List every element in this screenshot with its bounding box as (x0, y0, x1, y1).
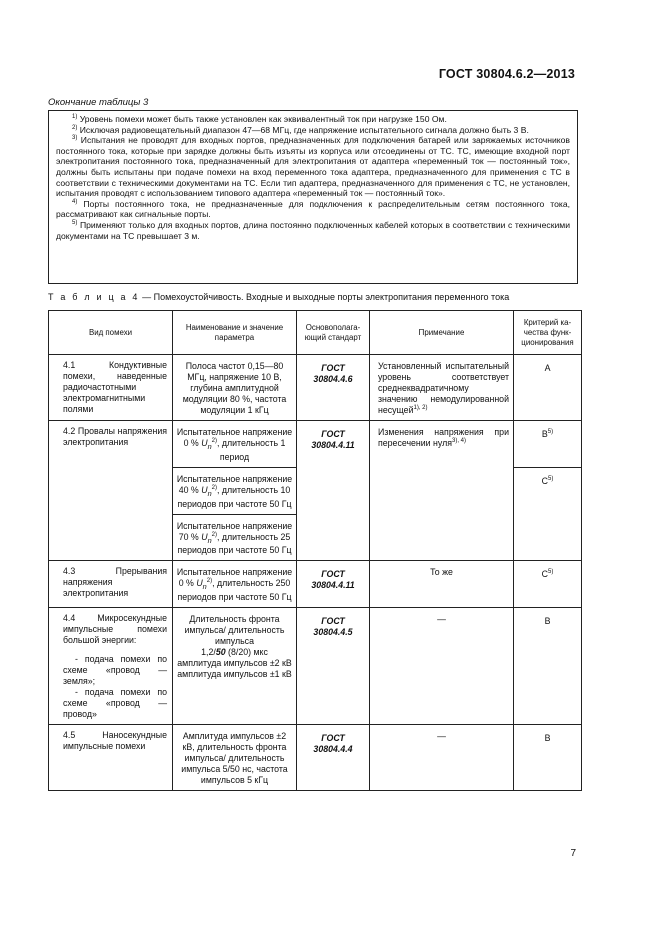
footnote: $^{4)}$ Порты постоянного тока, не предназначенные для подключения к распределительным сетям постоянного тока, рассматривают как сигнальные порты. (56, 198, 570, 220)
cell-param: Испытательное напряжение 0 % $U_n^{2)}$, длительность 1 период (173, 421, 297, 468)
footnote: $^{1)}$ Уровень помехи может быть также установлен как эквивалентный ток при нагрузке 150 Ом. (72, 114, 447, 124)
footnote: $^{2)}$ Исключая радиовещательный диапазон 47—68 МГц, где напряжение испытательного сигнала должно быть 3 В. (72, 124, 529, 135)
cell-note: То же (370, 561, 514, 608)
header-cell: Наименование и значение параметра (173, 311, 297, 355)
cell-note: Изменения напряжения при пересечении нуля$^{3), 4)}$ (370, 421, 514, 561)
cell-param: Амплитуда импульсов ±2 кВ, длительность фронта импульса/ длительность импульса 5/50 нс, частота импульсов 5 кГц (173, 725, 297, 791)
cell-standard: ГОСТ 30804.4.5 (297, 608, 370, 725)
immunity-table (48, 310, 582, 791)
table-row (49, 608, 582, 725)
document-code: ГОСТ 30804.6.2—2013 (438, 67, 575, 81)
cell-kind: 4.1 Кондуктивные помехи, наведенные радиочастотными электромагнитными полями (49, 355, 173, 421)
table-row (49, 725, 582, 791)
cell-criterion: $В^{5)}$ (514, 421, 582, 468)
cell-criterion: $С^{5)}$ (514, 467, 582, 561)
cell-kind: 4.4 Микросекундные импульсные помехи большой энергии: - подача помехи по схеме «провод — земля»; - подача помехи по схеме «провод — провод» (49, 608, 173, 725)
cell-param: Полоса частот 0,15—80 МГц, напряжение 10 В, глубина амплитудной модуляции 80 %, частота модуляции 1 кГц (173, 355, 297, 421)
cell-note: — (370, 608, 514, 725)
footnote: $^{5)}$ Применяют только для входных портов, длина постоянно подключенных кабелей которых в соответствии с техническими документами на ТС превышает 3 м. (56, 219, 571, 241)
cell-param: Испытательное напряжение 0 % $U_n^{2)}$, длительность 250 периодов при частоте 50 Гц (173, 561, 297, 608)
cell-param: Испытательное напряжение 70 % $U_n^{2)}$, длительность 25 периодов при частоте 50 Гц (173, 514, 297, 561)
cell-criterion: А (514, 355, 582, 421)
cell-kind: 4.2 Провалы напряжения электропитания (49, 421, 173, 561)
table-row (49, 355, 582, 421)
footnote: $^{3)}$ Испытания не проводят для входных портов, предназначенных для подключения батарей или заряжаемых источников постоянного тока, которые при зарядке должны быть изъяты из корпуса или отсоединены от ТС. ТС, имеющие входной порт электропитания постоянного тока, предназначенный для электропитания от адаптера «переменный ток — постоянный ток», должны быть испытаны при подаче помехи на вход переменного тока адаптера, предназначенного для применения с ТС в соответствии с техническими документами на ТС. Если тип адаптера, предназначенного для применения с ТС, не установлен, испытания проводят с использованием типового адаптера «переменный ток — постоянный ток». (56, 135, 570, 199)
cell-kind: 4.3 Прерывания напряжения электропитания (49, 561, 173, 608)
header-cell: Примечание (370, 311, 514, 355)
cell-standard: ГОСТ 30804.4.4 (297, 725, 370, 791)
cell-note: Установленный испытательный уровень соответствует среднеквадратичному значению немодулированной несущей$^{1), 2)}$ (370, 355, 514, 421)
cell-criterion: В (514, 725, 582, 791)
header-cell: Критерий ка-чества функ-ционирования (514, 311, 582, 355)
table-continuation-label: Окончание таблицы 3 (48, 97, 149, 108)
table-row (49, 561, 582, 608)
table-row (49, 421, 582, 468)
cell-criterion: $С^{5)}$ (514, 561, 582, 608)
cell-standard: ГОСТ 30804.4.6 (297, 355, 370, 421)
cell-note: — (370, 725, 514, 791)
footnotes-box (48, 110, 578, 284)
cell-standard: ГОСТ 30804.4.11 (297, 421, 370, 561)
page-number: 7 (570, 848, 576, 859)
cell-kind: 4.5 Наносекундные импульсные помехи (49, 725, 173, 791)
cell-param: Длительность фронта импульса/ длительность импульса 1,2/50 (8/20) мкс амплитуда импульсов ±2 кВ амплитуда импульсов ±1 кВ (173, 608, 297, 725)
cell-param: Испытательное напряжение 40 % $U_n^{2)}$, длительность 10 периодов при частоте 50 Гц (173, 467, 297, 514)
header-cell: Основополага-ющий стандарт (297, 311, 370, 355)
cell-standard: ГОСТ 30804.4.11 (297, 561, 370, 608)
table-caption: Т а б л и ц а 4 — Помехоустойчивость. Входные и выходные порты электропитания переменного тока (48, 292, 510, 302)
table-header-row (49, 311, 582, 355)
cell-criterion: В (514, 608, 582, 725)
header-cell: Вид помехи (49, 311, 173, 355)
